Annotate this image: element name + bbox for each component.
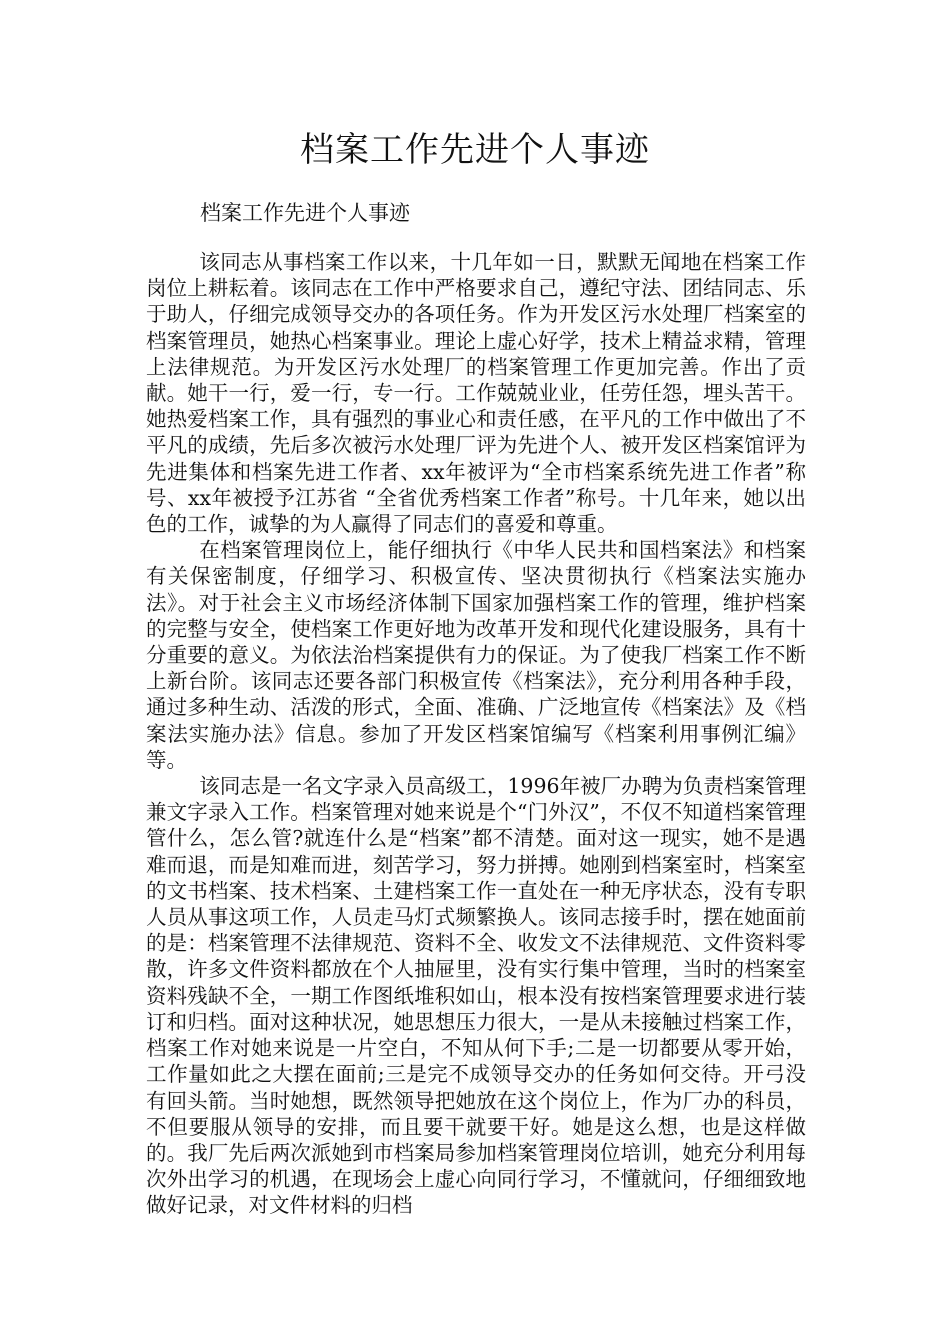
document-body — [146, 249, 806, 1219]
body-paragraph-1: 该同志从事档案工作以来，十几年如一日，默默无闻地在档案工作岗位上耕耘着。该同志在工作中严格要求自己，遵纪守法、团结同志、乐于助人，仔细完成领导交办的各项任务。作为开发区污水处理厂档案室的档案管理员，她热心档案事业。理论上虚心好学，技术上精益求精，管理上法律规范。为开发区污水处理厂的档案管理工作更加完善。作出了贡献。她干一行，爱一行，专一行。工作兢兢业业，任劳任怨，埋头苦干。她热爱档案工作，具有强烈的事业心和责任感，在平凡的工作中做出了不平凡的成绩，先后多次被污水处理厂评为先进个人、被开发区档案馆评为先进集体和档案先进工作者、xx年被评为“全市档案系统先进工作者”称号、xx年被授予江苏省 “全省优秀档案工作者”称号。十几年来，她以出色的工作，诚挚的为人赢得了同志们的喜爱和尊重。 — [146, 250, 806, 537]
body-paragraph-2: 在档案管理岗位上，能仔细执行《中华人民共和国档案法》和档案有关保密制度，仔细学习、积极宣传、坚决贯彻执行《档案法实施办法》。对于社会主义市场经济体制下国家加强档案工作的管理，维护档案的完整与安全，使档案工作更好地为改革开发和现代化建设服务，具有十分重要的意义。为依法治档案提供有力的保证。为了使我厂档案工作不断上新台阶。该同志还要各部门积极宣传《档案法》，充分利用各种手段，通过多种生动、活泼的形式，全面、准确、广泛地宣传《档案法》及《档案法实施办法》信息。参加了开发区档案馆编写《档案利用事例汇编》等。 — [146, 538, 806, 772]
document-subtitle: 档案工作先进个人事迹 — [200, 201, 410, 225]
body-paragraph-3: 该同志是一名文字录入员高级工，1996年被厂办聘为负责档案管理兼文字录入工作。档案管理对她来说是个“门外汉”，不仅不知道档案管理管什么，怎么管?就连什么是“档案”都不清楚。面对这一现实，她不是遇难而退，而是知难而进，刻苦学习，努力拼搏。她刚到档案室时，档案室的文书档案、技术档案、土建档案工作一直处在一种无序状态，没有专职人员从事这项工作，人员走马灯式频繁换人。该同志接手时，摆在她面前的是：档案管理不法律规范、资料不全、收发文不法律规范、文件资料零散，许多文件资料都放在个人抽屉里，没有实行集中管理，当时的档案室资料残缺不全，一期工作图纸堆积如山，根本没有按档案管理要求进行装订和归档。面对这种状况，她思想压力很大，一是从未接触过档案工作，档案工作对她来说是一片空白，不知从何下手;二是一切都要从零开始，工作量如此之大摆在面前;三是完不成领导交办的任务如何交待。开弓没有回头箭。当时她想，既然领导把她放在这个岗位上，作为厂办的科员，不但要服从领导的安排，而且要干就要干好。她是这么想，也是这样做的。我厂先后两次派她到市档案局参加档案管理岗位培训，她充分利用每次外出学习的机遇，在现场会上虚心向同行学习，不懂就问，仔细细致地做好记录，对文件材料的归档 — [146, 774, 806, 1218]
document-title: 档案工作先进个人事迹 — [300, 130, 650, 170]
